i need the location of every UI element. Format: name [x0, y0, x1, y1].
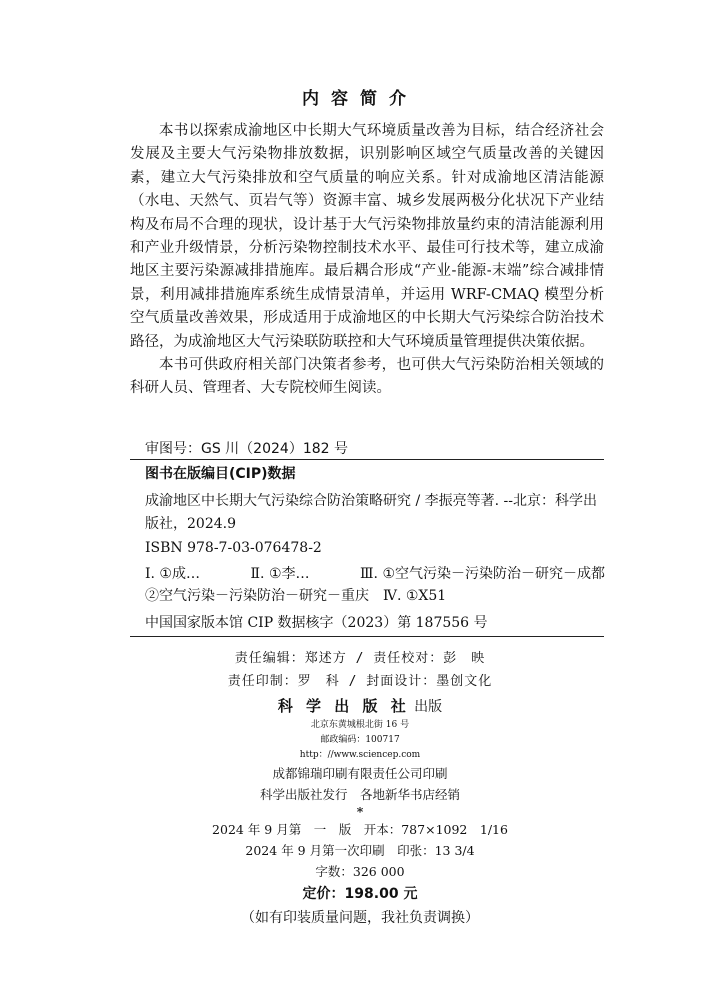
- credit-line: 责任编辑：郑述方 / 责任校对：彭 映: [234, 651, 486, 666]
- publisher-name: 科 学 出 版 社: [277, 697, 410, 715]
- publisher-postcode: 邮政编码：100717: [320, 735, 400, 745]
- printing-info: 2024 年 9 月第一次印刷 印张：13 3/4: [245, 843, 475, 858]
- printer: 成都锦瑞印刷有限责任公司印刷: [272, 766, 448, 781]
- publisher-suffix: 出版: [409, 699, 443, 715]
- publisher-block: [0, 695, 720, 930]
- separator-star: *: [356, 804, 364, 819]
- publisher-url: http：//www.sciencep.com: [299, 750, 421, 760]
- class-item: Ⅲ. ①空气污染－污染防治－研究－成都: [360, 566, 605, 582]
- intro-title: 内容简介: [302, 89, 418, 109]
- word-count: 字数：326 000: [315, 864, 405, 879]
- publisher-address: 北京东黄城根北街 16 号: [310, 720, 410, 730]
- price: 定价：198.00 元: [302, 886, 418, 902]
- cip-classification: [145, 563, 605, 607]
- intro-body: [130, 120, 604, 401]
- credits: [0, 647, 720, 693]
- credit-line: 责任印制：罗 科 / 封面设计：墨创文化: [227, 674, 493, 689]
- class-item: ②空气污染－污染防治－研究－重庆 Ⅳ. ①X51: [145, 588, 447, 604]
- isbn: ISBN 978-7-03-076478-2: [145, 540, 322, 556]
- class-item: Ⅱ. ①李…: [250, 566, 310, 582]
- intro-paragraph: 本书可供政府相关部门决策者参考，也可供大气污染防治相关领域的科研人员、管理者、大专院校师生阅读。: [130, 357, 604, 397]
- divider: [130, 636, 604, 637]
- map-approval-number: 审图号：GS 川（2024）182 号: [145, 441, 348, 457]
- cip-record: 成渝地区中长期大气污染综合防治策略研究 / 李振亮等著. --北京：科学出版社，2024.9: [145, 493, 597, 532]
- class-item: Ⅰ. ①成…: [145, 566, 200, 582]
- divider: [130, 459, 604, 460]
- quality-notice: （如有印装质量问题，我社负责调换）: [241, 910, 479, 926]
- cip-heading: 图书在版编目(CIP)数据: [145, 466, 296, 482]
- cip-verification: 中国国家版本馆 CIP 数据核字（2023）第 187556 号: [145, 615, 488, 631]
- distribution: 科学出版社发行 各地新华书店经销: [259, 787, 460, 802]
- edition-info: 2024 年 9 月第 一 版 开本：787×1092 1/16: [212, 822, 508, 837]
- intro-paragraph: 本书以探索成渝地区中长期大气环境质量改善为目标，结合经济社会发展及主要大气污染物排放数据，识别影响区域空气质量改善的关键因素，建立大气污染排放和空气质量的响应关系。针对成渝地区清洁能源（水电、天然气、页岩气等）资源丰富、城乡发展两极分化状况下产业结构及布局不合理的现状，设计基于大气污染物排放量约束的清洁能源利用和产业升级情景，分析污染物控制技术水平、最佳可行技术等，建立成渝地区主要污染源减排措施库。最后耦合形成“产业-能源-末端”综合减排情景，利用减排措施库系统生成情景清单，并运用 WRF-CMAQ 模型分析空气质量改善效果，形成适用于成渝地区的中长期大气污染综合防治技术路径，为成渝地区大气污染联防联控和大气环境质量管理提供决策依据。: [130, 123, 604, 350]
